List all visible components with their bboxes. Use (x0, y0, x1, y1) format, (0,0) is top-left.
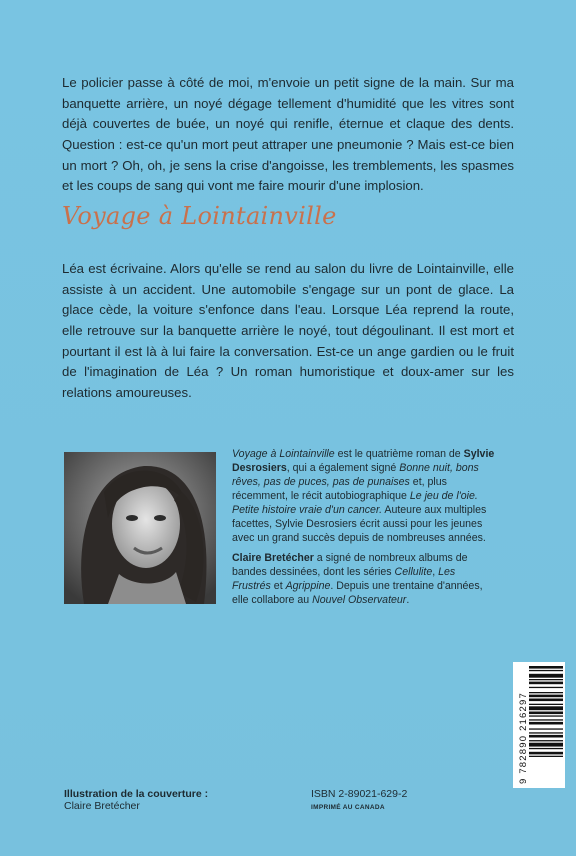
barcode-digits: 9 782890 216297 (518, 692, 529, 784)
barcode-bar (529, 670, 563, 671)
bio-text: , (432, 566, 439, 578)
series-title: Cellulite (394, 566, 433, 578)
barcode-bar (529, 687, 563, 688)
barcode-bar (529, 735, 563, 738)
bio-text: est le quatrième roman de (334, 448, 464, 460)
series-title: Les Frustrés (232, 566, 456, 592)
series-title: Agrippine (285, 580, 331, 592)
author-photo (64, 452, 216, 604)
bio-text: , qui a également signé (286, 462, 400, 474)
barcode-bar (529, 732, 563, 733)
cover-credit (64, 788, 208, 812)
barcode-bar (529, 666, 563, 669)
barcode-bar (529, 722, 563, 725)
barcode-bar (529, 743, 563, 747)
barcode-bar (529, 752, 563, 755)
author-bio (232, 447, 496, 613)
author-name: Sylvie Desrosiers (232, 448, 495, 474)
book-summary: Léa est écrivaine. Alors qu'elle se rend au salon du livre de Lointainville, elle assiste à un accident. Une automobile s'engage sur un pont de glace. La glace cède, la voiture s'enfonce dans l'eau. Lorsque Léa reprend la route, elle retrouve sur la banquette arrière le noyé, tout dégoulinant. Il est mort et pourtant il est là à lui faire la conversation. Est-ce un ange gardien ou le fruit de l'imagination de Léa ? Un roman humoristique et doux-amer sur les relations amoureuses. (62, 261, 514, 400)
book-title: Voyage à Lointainville (62, 202, 337, 230)
barcode-bar (529, 728, 563, 729)
cover-credit-name: Claire Bretécher (64, 800, 140, 812)
author-portrait-image (64, 452, 216, 604)
printed-in: IMPRIMÉ AU CANADA (311, 804, 385, 811)
bio-book-title: Voyage à Lointainville (232, 448, 335, 460)
barcode-bar (529, 699, 563, 702)
illustrator-name: Claire Bretécher (232, 552, 314, 564)
barcode-bar (529, 740, 563, 741)
barcode-bar (529, 682, 563, 685)
bio-text: et, plus récemment, le récit autobiographique (232, 476, 447, 502)
magazine-title: Nouvel Observateur (312, 594, 407, 606)
bio-text: a signé de nombreux albums de bandes dessinées, dont les séries (232, 552, 468, 578)
barcode-bar (529, 692, 563, 693)
barcode-bar (529, 674, 563, 678)
bio-book-title: Le jeu de l'oie. Petite histoire vraie d'un cancer. (232, 490, 478, 516)
barcode-bar (529, 695, 563, 698)
bio-text: Auteure aux multiples facettes, Sylvie Desrosiers écrit aussi pour les jeunes avec un grand succès depuis de nombreuses années. (232, 504, 487, 544)
bio-text: et (270, 580, 286, 592)
barcode-bar (529, 719, 563, 720)
book-excerpt: Le policier passe à côté de moi, m'envoie un petit signe de la main. Sur ma banquette arrière, un noyé dégage tellement d'humidité que les vitres sont déjà couvertes de buée, un noyé qui renifle, éternue et claque des dents. Question : est-ce qu'un mort peut attraper une pneumonie ? Mais est-ce bien un mort ? Oh, oh, je sens la crise d'angoisse, les tremblements, les spasmes et les coups de sang qui vont me faire mourir d'une implosion. (62, 75, 514, 194)
bio-text: . Depuis une trentaine d'années, elle collabore au (232, 580, 483, 606)
illustrator-bio-paragraph (232, 551, 496, 607)
barcode-bar (529, 756, 563, 757)
barcode-bar (529, 679, 563, 680)
barcode-bar (529, 715, 563, 716)
cover-credit-label: Illustration de la couverture : (64, 788, 209, 800)
bio-text: . (406, 594, 410, 606)
bio-book-title: Bonne nuit, bons rêves, pas de puces, pas de punaises (232, 462, 479, 488)
isbn-number: ISBN 2-89021-629-2 (311, 788, 408, 800)
barcode-bar (529, 712, 563, 715)
barcode-bar (529, 748, 563, 749)
author-bio-paragraph (232, 447, 496, 545)
barcode-bar (529, 704, 563, 705)
isbn-block (311, 788, 407, 814)
barcode-bar (529, 706, 563, 710)
